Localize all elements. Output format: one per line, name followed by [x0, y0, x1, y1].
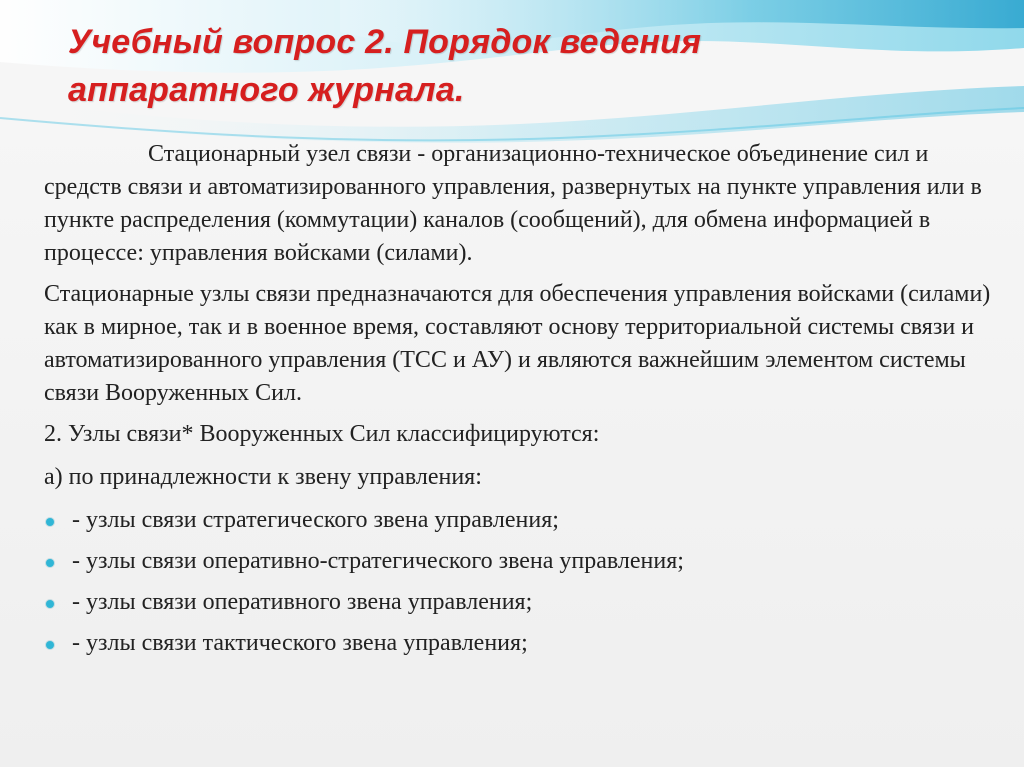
paragraph-purpose: Стационарные узлы связи предназначаются для обеспечения управления войсками (силами) как в мирное, так и в военное время, составляют основу территориальной системы связи и автоматизированного управления (ТСС и АУ) и являются важнейшим элементом системы связи Вооруженных Сил. [44, 281, 991, 406]
title-line-1: Учебный вопрос 2. Порядок ведения [68, 23, 702, 61]
bullet-text: - узлы связи тактического звена управления; [72, 630, 528, 656]
classification-heading: 2. Узлы связи* Вооруженных Сил классифицируются: [44, 421, 600, 447]
bullet-text: - узлы связи оперативно-стратегического звена управления; [72, 548, 684, 574]
bullet-item [44, 545, 994, 578]
bullet-icon [46, 600, 54, 608]
classification-subheading: а) по принадлежности к звену управления: [44, 464, 482, 490]
bullet-item [44, 586, 994, 619]
bullet-icon [46, 559, 54, 567]
slide-content [44, 138, 994, 668]
bullet-item [44, 504, 994, 537]
bullet-icon [46, 518, 54, 526]
slide-title [68, 18, 968, 114]
bullet-list [44, 504, 994, 660]
paragraph-definition: Стационарный узел связи - организационно-техническое объединение сил и средств связи и автоматизированного управления, развернутых на пункте управления или в пункте распределения (коммутации) каналов (сообщений), для обмена информацией в процессе: управления войсками (силами). [44, 141, 982, 266]
bullet-item [44, 627, 994, 660]
bullet-icon [46, 641, 54, 649]
title-line-2: аппаратного журнала. [68, 71, 465, 109]
bullet-text: - узлы связи стратегического звена управления; [72, 507, 559, 533]
bullet-text: - узлы связи оперативного звена управления; [72, 589, 533, 615]
